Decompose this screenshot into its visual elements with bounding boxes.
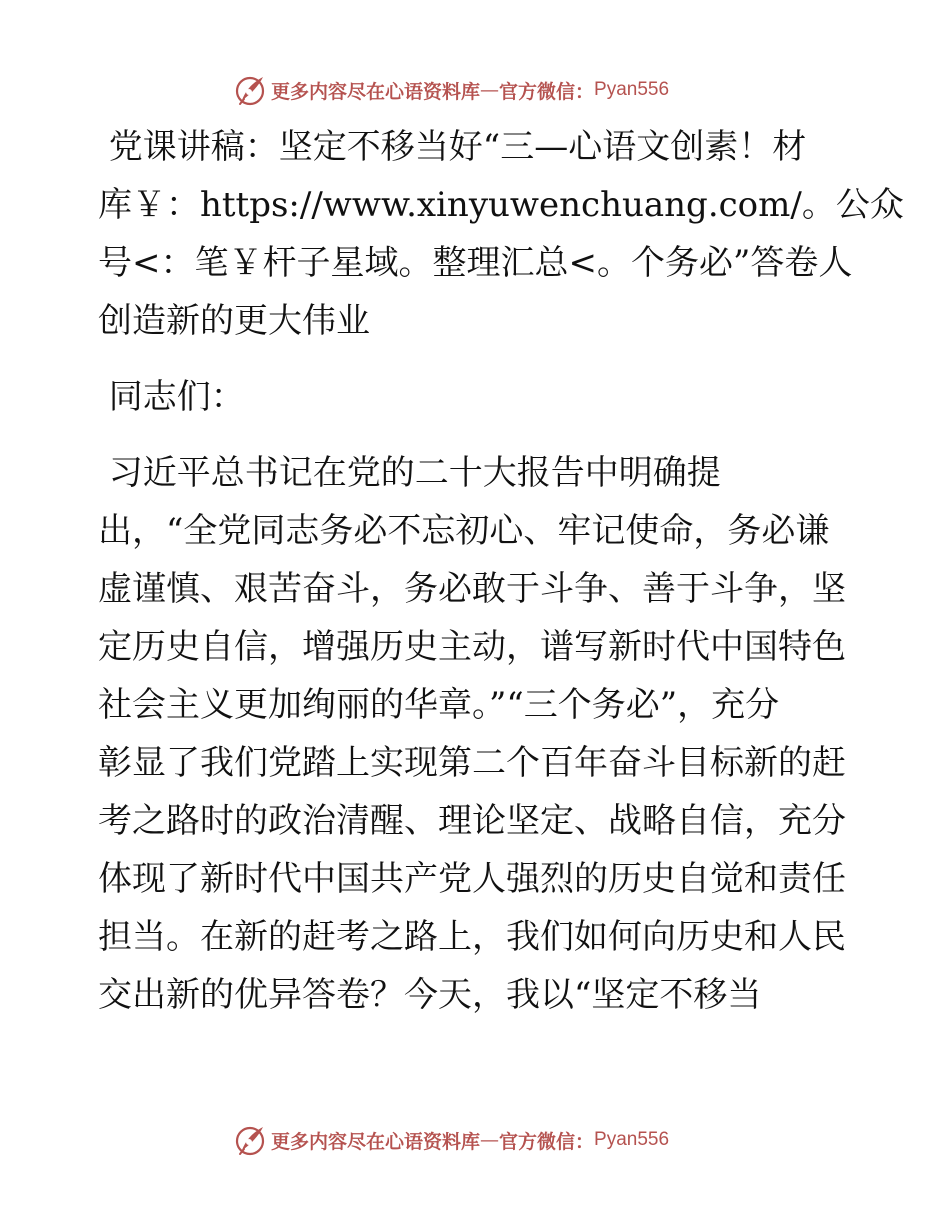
watermark-dash: —	[480, 1129, 500, 1151]
paragraph-line: 担当。在新的赶考之路上，我们如何向历史和人民	[98, 917, 846, 957]
feather-pen-logo-icon	[233, 73, 267, 107]
footer-watermark	[233, 1122, 669, 1158]
feather-pen-logo-icon	[233, 1123, 267, 1157]
title-line: 号<：笔￥杆子星域。整理汇总<。个务必”答卷人	[98, 243, 853, 283]
paragraph-line: 虚谨慎、艰苦奋斗，务必敢于斗争、善于斗争，坚	[98, 569, 846, 609]
title-line: 库￥：https://www.xinyuwenchuang.com/。公众	[98, 185, 904, 225]
paragraph-line: 考之路时的政治清醒、理论坚定、战略自信，充分	[98, 801, 846, 841]
paragraph-line: 社会主义更加绚丽的华章。”“三个务必”，充分	[98, 685, 780, 725]
salutation: 同志们：	[98, 377, 245, 417]
header-watermark	[233, 72, 669, 108]
watermark-main-text: 更多内容尽在心语资料库	[271, 1130, 481, 1153]
watermark-wechat-id: Pyan556	[594, 79, 670, 100]
paragraph-line: 定历史自信，增强历史主动，谱写新时代中国特色	[98, 627, 846, 667]
paragraph-line: 交出新的优异答卷？今天，我以“坚定不移当	[98, 975, 762, 1015]
paragraph-line: 体现了新时代中国共产党人强烈的历史自觉和责任	[98, 859, 846, 899]
watermark-wechat-label: 官方微信：	[499, 80, 595, 103]
watermark-wechat-label: 官方微信：	[499, 1130, 595, 1153]
watermark-wechat-id: Pyan556	[594, 1129, 670, 1150]
watermark-dash: —	[480, 79, 500, 101]
paragraph-line: 彰显了我们党踏上实现第二个百年奋斗目标新的赶	[98, 743, 846, 783]
watermark-main-text: 更多内容尽在心语资料库	[271, 80, 481, 103]
paragraph-line: 出，“全党同志务必不忘初心、牢记使命，务必谦	[98, 511, 830, 551]
paragraph-line: 习近平总书记在党的二十大报告中明确提	[98, 453, 721, 493]
title-line: 创造新的更大伟业	[98, 301, 370, 341]
title-line: 党课讲稿：坚定不移当好“三—心语文创素！材	[98, 127, 807, 167]
